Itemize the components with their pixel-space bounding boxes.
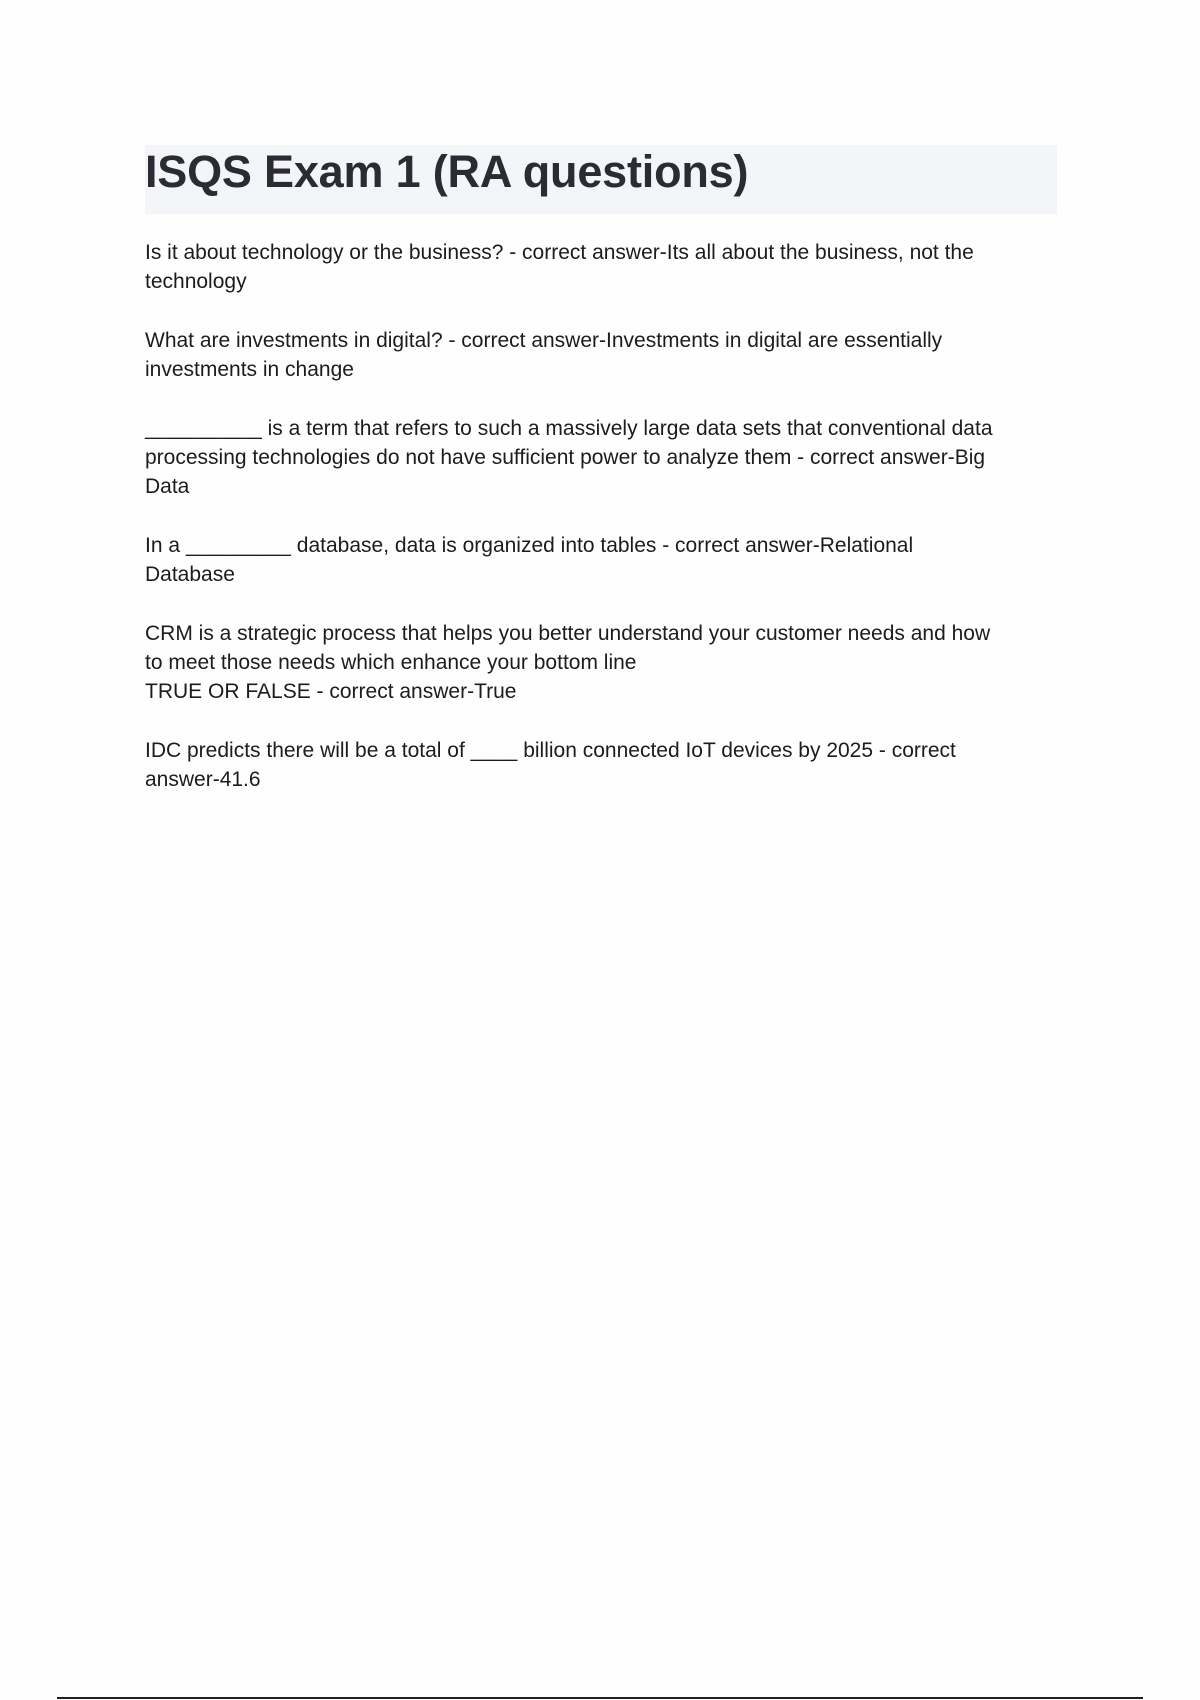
qa-line: TRUE OR FALSE - correct answer-True (145, 680, 517, 703)
qa-line: Data (145, 475, 190, 498)
qa-line: Is it about technology or the business? - correct answer-Its all about the business, not the (145, 241, 974, 264)
page-title: ISQS Exam 1 (RA questions) (145, 146, 749, 197)
qa-line: Database (145, 563, 235, 586)
qa-item-5 (145, 619, 1045, 706)
qa-line: investments in change (145, 358, 354, 381)
footer-divider (57, 1697, 1143, 1699)
qa-line: technology (145, 270, 247, 293)
question-list (145, 238, 1045, 824)
qa-line: __________ is a term that refers to such a massively large data sets that conventional data (145, 417, 993, 440)
qa-line: IDC predicts there will be a total of ____ billion connected IoT devices by 2025 - correct (145, 739, 956, 762)
qa-line: What are investments in digital? - correct answer-Investments in digital are essentially (145, 329, 943, 352)
qa-line: answer-41.6 (145, 768, 261, 791)
qa-item-4 (145, 531, 1045, 589)
qa-item-3 (145, 414, 1045, 501)
qa-item-1 (145, 238, 1045, 296)
qa-line: CRM is a strategic process that helps you better understand your customer needs and how (145, 622, 991, 645)
qa-line: processing technologies do not have sufficient power to analyze them - correct answer-Big (145, 446, 986, 469)
qa-line: to meet those needs which enhance your bottom line (145, 651, 637, 674)
qa-item-2 (145, 326, 1045, 384)
qa-line: In a _________ database, data is organized into tables - correct answer-Relational (145, 534, 914, 557)
qa-item-6 (145, 736, 1045, 794)
